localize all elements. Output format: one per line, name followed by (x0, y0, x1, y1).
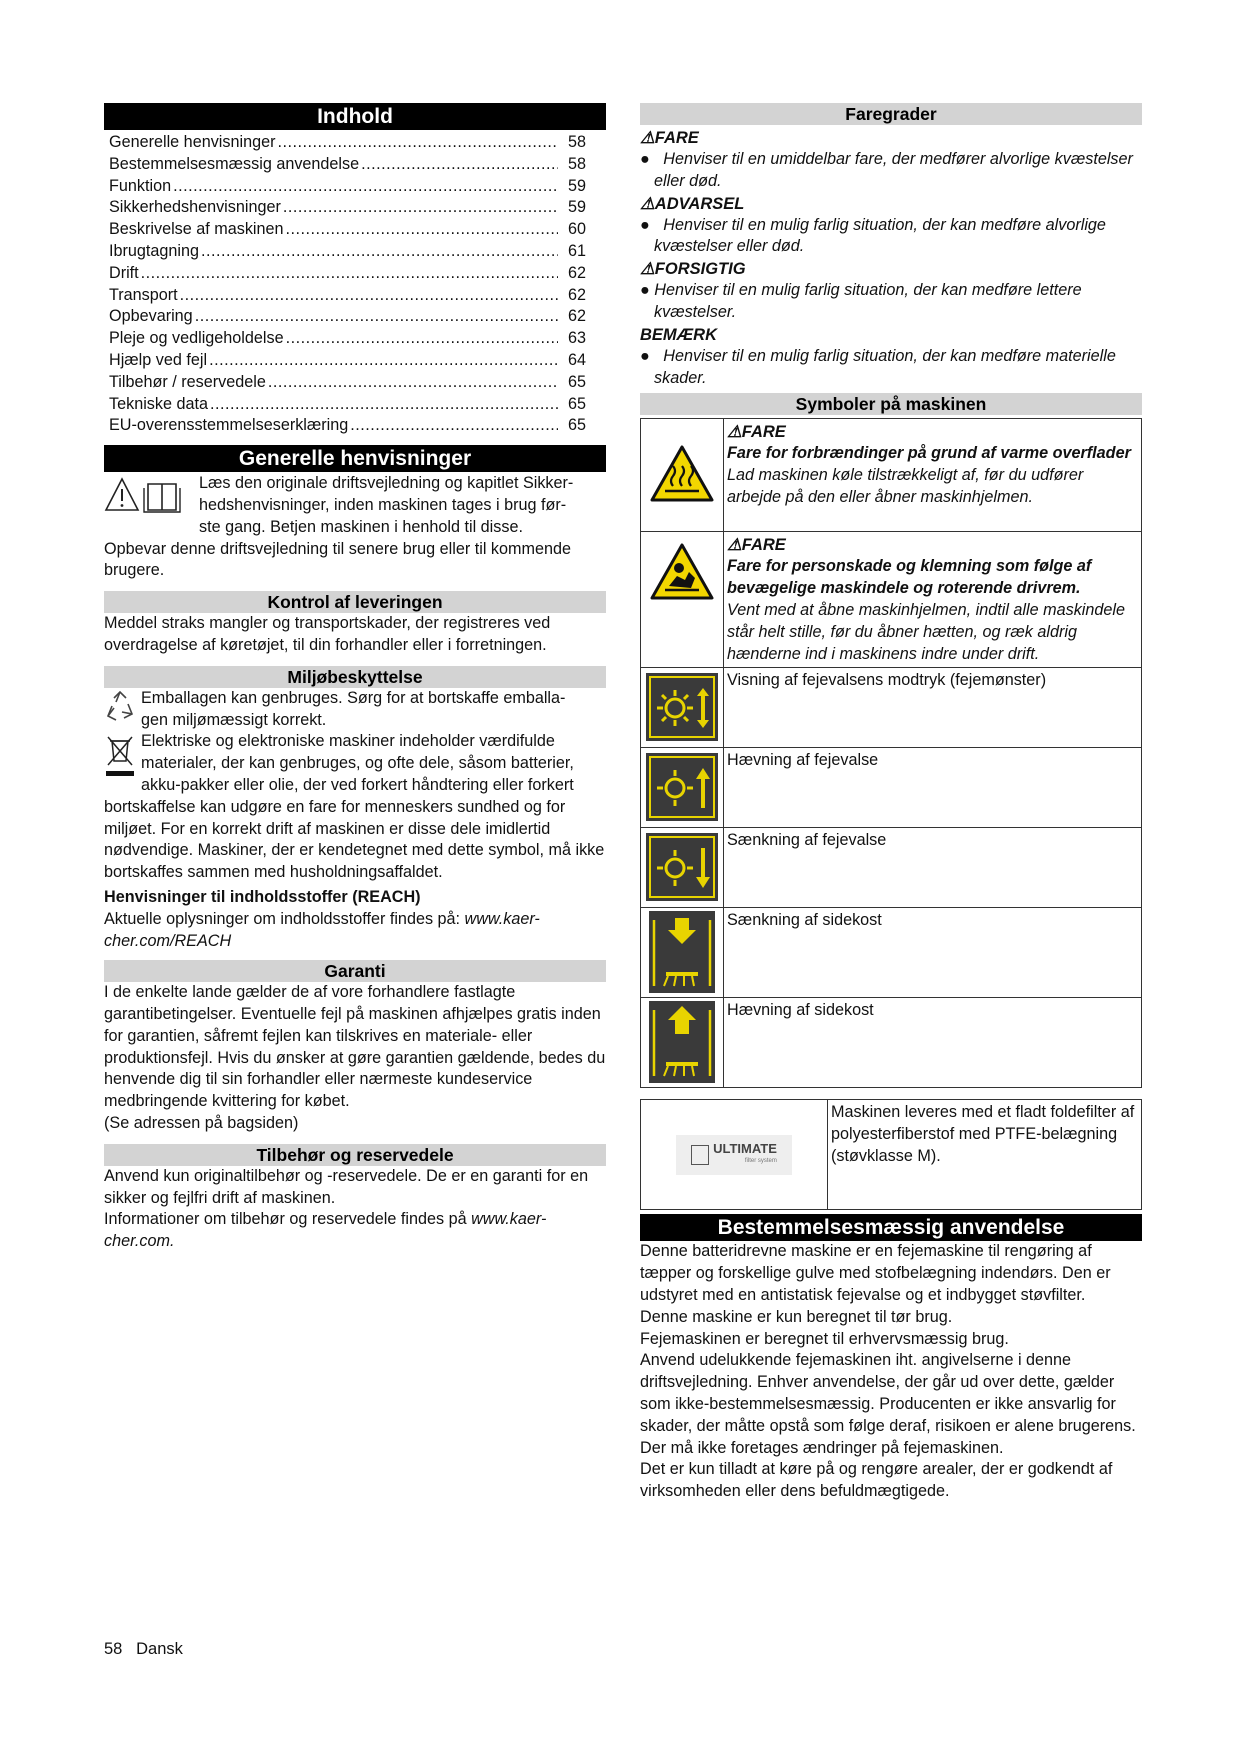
toc-entry-page: 60 (567, 220, 586, 239)
roller-raise-icon (641, 748, 723, 826)
filter-logo-subtitle: filter system (744, 1157, 777, 1164)
warning-book-icon (104, 476, 184, 512)
environment-recycle-block (104, 688, 606, 732)
symbol-icon-cell (641, 419, 724, 532)
general-heading: Generelle henvisninger (104, 445, 606, 472)
toc-entry[interactable] (104, 197, 606, 219)
toc-entry-dots (286, 328, 558, 350)
warning-text: ● Henviser til en mulig farlig situation, der kan medføre alvorlige kvæstelser eller død. (640, 215, 1106, 256)
reach-text (104, 909, 606, 953)
environment-p2-rest: bortskaffelse kan udgøre en fare for menneskers sundhed og for miljøet. For en korrekt drift af maskinen er disse dele imidlertid nødvendige. Maskiner, der er kendetegnet med dette symbol, må ikke bortskaffes sammen med husholdningsaffaldet. (104, 797, 605, 882)
hot-surface-warning-icon (641, 419, 723, 529)
accessories-heading: Tilbehør og reservedele (104, 1144, 606, 1166)
symbol-text-cell (724, 748, 1142, 828)
intended-use-p3: Fejemaskinen er beregnet til erhvervsmæssig brug. (640, 1329, 1009, 1348)
toc-entry[interactable] (104, 176, 606, 198)
filter-logo-cell (641, 1100, 828, 1210)
toc-entry-label: Tilbehør / reservedele (109, 372, 266, 391)
symbols-table (640, 418, 1142, 1088)
general-notes (104, 473, 606, 582)
intended-use-p6: Det er kun tilladt at køre på og rengøre arealer, der er godkendt af virksomheden eller dens befuldmægtigede. (640, 1460, 1113, 1501)
caution-text-body: Henviser til en mulig farlig situation, der kan medføre lettere kvæstelser. (654, 281, 1082, 321)
symbol-icon-cell (641, 828, 724, 908)
danger-label: ⚠FARE (640, 129, 699, 147)
toc-entry-page: 59 (567, 176, 586, 195)
toc-entry-dots (141, 263, 558, 285)
intended-use-p1: Denne batteridrevne maskine er en fejemaskine til rengøring af tæpper og forskellige gulve med stofbelægning indendørs. Den er udstyret med en antistatisk fejevalse og et indbygget støvfilter. (640, 1242, 1111, 1304)
symbol-danger-label: ⚠FARE (727, 423, 786, 442)
toc-entry-dots (361, 154, 558, 176)
environment-p2-line2: materialer, der kan genbruges, og ofte dele, såsom batterier, (141, 754, 574, 773)
notice-text: ● Henviser til en mulig farlig situation, der kan medføre materielle skader. (640, 346, 1116, 387)
toc-entry-dots (201, 241, 558, 263)
symbol-row (641, 419, 1142, 532)
toc-entry-dots (195, 306, 558, 328)
notice-text-body: Henviser til en mulig farlig situation, der kan medføre materielle skader. (654, 346, 1116, 387)
toc-entry-page: 65 (567, 416, 586, 435)
toc-entry-dots (180, 285, 558, 307)
recycle-icon (104, 690, 136, 731)
notice-label: BEMÆRK (640, 325, 717, 344)
warning-text-body: Henviser til en mulig farlig situation, der kan medføre alvorlige kvæstelser eller død. (654, 215, 1106, 256)
toc-entry-page: 63 (567, 329, 586, 348)
general-p1-line3: ste gang. Betjen maskinen i henhold til disse. (199, 517, 523, 536)
warning-label: ⚠ADVARSEL (640, 194, 745, 213)
toc-entry[interactable] (104, 285, 606, 307)
footer-language: Dansk (136, 1640, 183, 1658)
symbol-text: Hævning af fejevalse (727, 751, 879, 770)
toc-entry-page: 58 (567, 133, 586, 151)
symbol-row (641, 532, 1142, 668)
toc-entry[interactable] (104, 219, 606, 241)
warranty-heading: Garanti (104, 960, 606, 982)
danger-text-body: Henviser til en umiddelbar fare, der medfører alvorlige kvæstelser eller død. (654, 150, 1133, 190)
warranty-text: I de enkelte lande gælder de af vore forhandlere fastlagte garantibetingelser. Eventuelle fejl på maskinen afhjælpes gratis inden for garantien, såfremt fejlen kan tilskrives en materiale- eller produktionsfejl. Hvis du ønsker at gøre garantien gældende, bedes du henvende dig til sin forhandler eller nærmeste kundeservice medbringende kvittering for købet. (104, 983, 606, 1111)
filter-logo-title: ULTIMATE (713, 1140, 777, 1156)
toc-entry-page: 62 (567, 285, 586, 304)
toc-entry[interactable] (104, 154, 606, 176)
symbol-icon-cell (641, 908, 724, 998)
toc-entry-label: EU-overensstemmelseserklæring (109, 416, 349, 435)
toc-entry[interactable] (104, 394, 606, 416)
accessories-p2 (104, 1209, 606, 1253)
delivery-text: Meddel straks mangler og transportskader, der registreres ved overdragelse af køretøjet, til din forhandler eller i forretningen. (104, 614, 551, 654)
symbol-text: Visning af fejevalsens modtryk (fejemønster) (727, 671, 1047, 690)
side-brush-raise-icon (641, 998, 723, 1086)
toc-entry-page: 64 (567, 350, 586, 369)
crushing-hand-warning-icon (641, 532, 723, 612)
toc-entry[interactable] (104, 328, 606, 350)
toc-entry-page: 62 (567, 263, 586, 282)
general-p1-line1: Læs den originale driftsvejledning og kapitlet Sikker- (199, 474, 574, 493)
toc-entry-page: 65 (567, 372, 586, 391)
toc-entry-label: Bestemmelsesmæssig anvendelse (109, 154, 360, 173)
intended-use-p5: Der må ikke foretages ændringer på fejemaskinen. (640, 1438, 1004, 1457)
toc-entry-dots (268, 372, 558, 394)
accessories-link[interactable]: www.kaer-cher.com. (104, 1210, 547, 1251)
page-number: 58 (104, 1640, 123, 1658)
general-p2: Opbevar denne driftsvejledning til senere brug eller til kommende brugere. (104, 539, 571, 580)
symbol-text-cell (724, 998, 1142, 1088)
environment-p1-line1: Emballagen kan genbruges. Sørg for at bortskaffe emballa- (141, 688, 566, 707)
toc-entry-label: Beskrivelse af maskinen (109, 220, 284, 239)
toc-entry-label: Tekniske data (109, 394, 208, 413)
toc-entry-label: Transport (109, 285, 178, 304)
symbol-text: Sænkning af fejevalse (727, 831, 887, 850)
toc-entry-page: 59 (567, 198, 586, 217)
right-column (640, 103, 1142, 1503)
reach-text-body: Aktuelle oplysninger om indholdsstoffer findes på: (104, 909, 465, 928)
symbol-danger-label: ⚠FARE (727, 536, 786, 555)
side-brush-lower-icon (641, 908, 723, 996)
filter-icon (691, 1145, 709, 1165)
symbol-text-cell (724, 668, 1142, 748)
toc-entry-label: Hjælp ved fejl (109, 350, 208, 369)
toc-entry[interactable] (104, 350, 606, 372)
symbol-text: Vent med at åbne maskinhjelmen, indtil alle maskindele står helt stille, før du åbner hætten, og ræk aldrig hænderne ind i maskinens indre under drift. (727, 600, 1126, 663)
danger-text: ● Henviser til en umiddelbar fare, der medfører alvorlige kvæstelser eller død. (640, 150, 1133, 190)
toc-entry[interactable] (104, 372, 606, 394)
symbols-heading: Symboler på maskinen (640, 393, 1142, 415)
symbol-text: Sænkning af sidekost (727, 911, 882, 930)
hazards-heading: Faregrader (640, 103, 1142, 125)
filter-row (641, 1100, 1142, 1210)
symbol-text: Hævning af sidekost (727, 1001, 874, 1020)
filter-logo-text (713, 1140, 777, 1167)
symbol-icon-cell (641, 998, 724, 1088)
toc-entry-label: Ibrugtagning (109, 241, 200, 260)
warranty-note: (Se adressen på bagsiden) (104, 1114, 299, 1133)
reach-heading: Henvisninger til indholdsstoffer (REACH) (104, 887, 421, 906)
symbol-text-cell (724, 532, 1142, 668)
symbol-row (641, 998, 1142, 1088)
environment-p2-line3: akku-pakker eller olie, der ved forkert håndtering eller forkert (141, 775, 574, 794)
general-p1-line2: hedshenvisninger, inden maskinen tages i brug før- (199, 495, 567, 514)
toc-entry[interactable] (104, 263, 606, 285)
symbol-text-cell (724, 419, 1142, 532)
page-footer (104, 1640, 183, 1659)
symbol-icon-cell (641, 748, 724, 828)
caution-text: ● Henviser til en mulig farlig situation, der kan medføre lettere kvæstelser. (640, 281, 1082, 321)
environment-weee-block (104, 731, 606, 884)
delivery-heading: Kontrol af leveringen (104, 591, 606, 613)
toc-entry-dots (210, 394, 558, 416)
toc-entry-page: 61 (567, 241, 586, 260)
toc-entry-page: 65 (567, 394, 586, 413)
toc-heading: Indhold (104, 103, 606, 130)
intended-use-p2: Denne maskine er kun beregnet til tør brug. (640, 1307, 953, 1326)
toc-entry[interactable] (104, 415, 606, 437)
toc-entry-dots (173, 176, 558, 198)
symbol-title: Fare for personskade og klemning som følge af bevægelige maskindele og roterende drivrem. (727, 557, 1092, 598)
symbol-row (641, 828, 1142, 908)
caution-label: ⚠FORSIGTIG (640, 260, 746, 279)
reach-link[interactable]: www.kaer-cher.com/REACH (104, 909, 540, 950)
roller-pressure-icon (641, 668, 723, 746)
toc-entry-page: 62 (567, 307, 586, 326)
symbol-text: Lad maskinen køle tilstrækkeligt af, før du udfører arbejde på den eller åbner maskinhjelmen. (727, 466, 1084, 506)
toc-entry-label: Funktion (109, 176, 172, 195)
toc-entry-label: Drift (109, 263, 139, 282)
symbol-text-cell (724, 828, 1142, 908)
symbol-icon-cell (641, 668, 724, 748)
environment-p1-line2: gen miljømæssigt korrekt. (141, 710, 327, 729)
roller-lower-icon (641, 828, 723, 906)
accessories-p1: Anvend kun originaltilbehør og -reservedele. De er en garanti for en sikker og fejlfri drift af maskinen. (104, 1166, 589, 1207)
environment-p2-line1: Elektriske og elektroniske maskiner indeholder værdifulde (141, 732, 555, 751)
table-of-contents (104, 132, 606, 437)
left-column (104, 103, 606, 1253)
intended-use-p4: Anvend udelukkende fejemaskinen iht. angivelserne i denne driftsvejledning. Enhver anvendelse, der går ud over dette, gælder som ikke-bestemmelsesmæssig. Producenten er ikke ansvarlig for skader, der måtte opstå som følge deraf, risikoen er alene brugerens. (640, 1351, 1136, 1435)
toc-entry-dots (286, 219, 558, 241)
environment-heading: Miljøbeskyttelse (104, 666, 606, 688)
intended-use-heading: Bestemmelsesmæssig anvendelse (640, 1214, 1142, 1241)
toc-entry-label: Pleje og vedligeholdelse (109, 329, 284, 348)
toc-entry-dots (350, 415, 558, 437)
toc-entry-dots (277, 132, 558, 154)
symbol-icon-cell (641, 532, 724, 668)
toc-entry-label: Opbevaring (109, 307, 193, 326)
symbol-row (641, 908, 1142, 998)
symbol-row (641, 668, 1142, 748)
ultimate-filter-logo (676, 1135, 792, 1175)
filter-table (640, 1099, 1142, 1210)
toc-entry-label: Sikkerhedshenvisninger (109, 198, 281, 217)
crossed-bin-icon (104, 733, 136, 782)
symbol-text-cell (724, 908, 1142, 998)
toc-entry-dots (283, 197, 558, 219)
toc-entry-dots (209, 350, 558, 372)
toc-entry-label: Generelle henvisninger (109, 133, 276, 151)
toc-entry[interactable] (104, 241, 606, 263)
toc-entry-page: 58 (567, 154, 586, 173)
symbol-row (641, 748, 1142, 828)
filter-text-cell (828, 1100, 1142, 1210)
toc-entry[interactable] (104, 132, 606, 154)
filter-text: Maskinen leveres med et fladt foldefilter af polyesterfiberstof med PTFE-belægning (støvklasse M). (831, 1103, 1135, 1165)
accessories-p2-body: Informationer om tilbehør og reservedele findes på (104, 1210, 472, 1229)
toc-entry[interactable] (104, 306, 606, 328)
symbol-title: Fare for forbrændinger på grund af varme overflader (727, 444, 1131, 463)
